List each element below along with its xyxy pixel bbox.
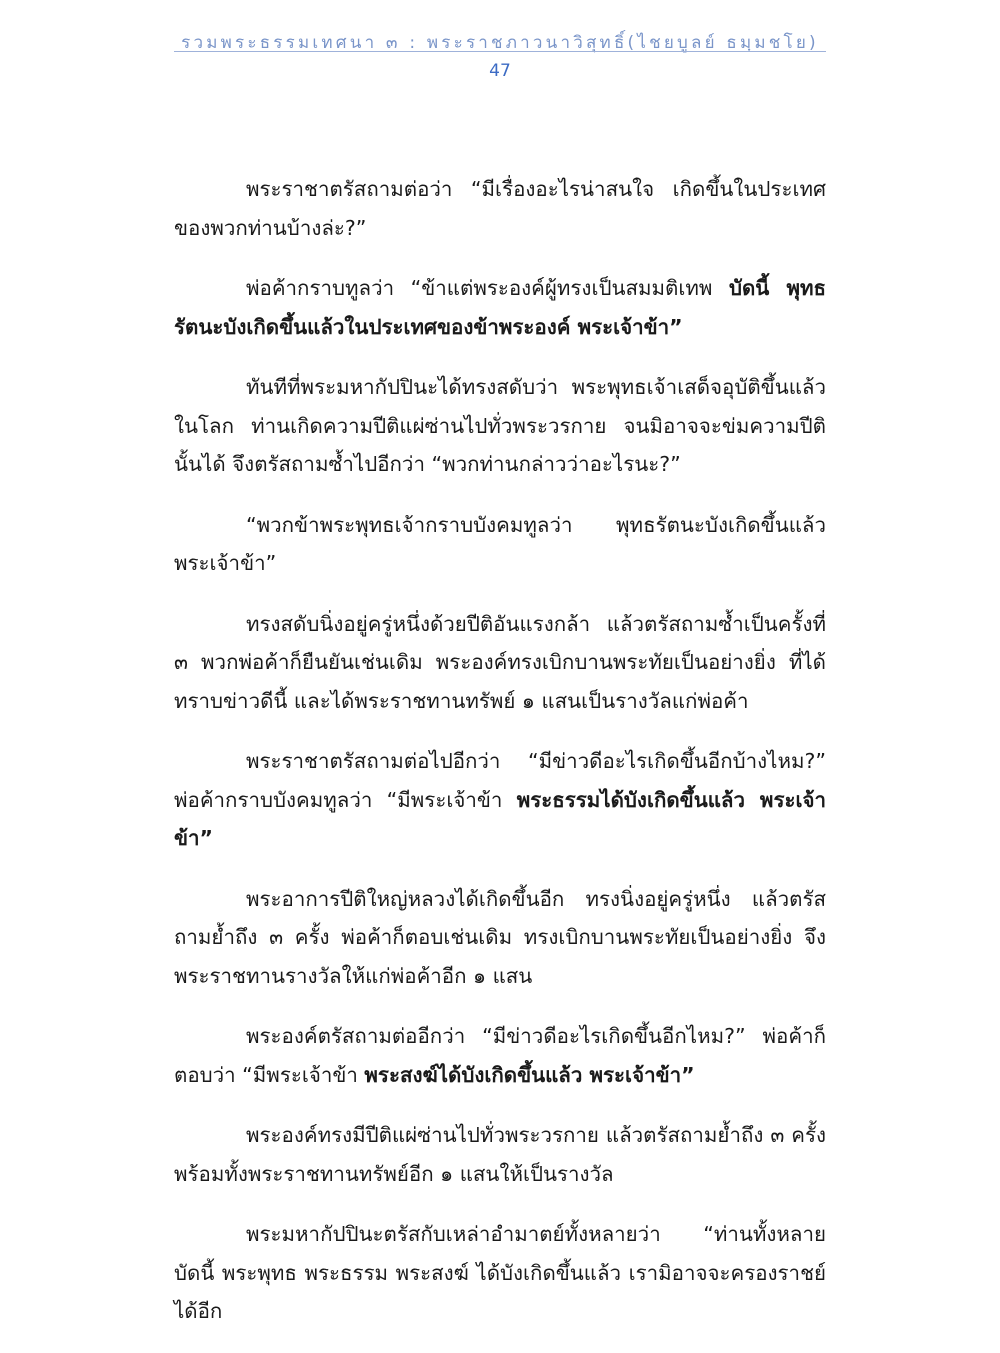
bold-text-segment: พระสงฆ์ได้บังเกิดขึ้นแล้ว พระเจ้าข้า” xyxy=(364,1062,695,1087)
paragraph xyxy=(174,269,826,346)
bold-text-segment: พระธรรมได้บังเกิดขึ้นแล้ว พระเจ้าข้า” xyxy=(174,787,826,850)
body-text xyxy=(174,170,826,1353)
paragraph xyxy=(174,1116,826,1193)
text-segment: พระองค์ทรงมีปีติแผ่ซ่านไปทั่วพระวรกาย แล้วตรัสถามย้ำถึง ๓ ครั้ง พร้อมทั้งพระราชทานทรัพย์อีก ๑ แสนให้เป็นรางวัล xyxy=(174,1123,826,1186)
text-segment: พระอาการปีติใหญ่หลวงได้เกิดขึ้นอีก ทรงนิ่งอยู่ครู่หนึ่ง แล้วตรัสถามย้ำถึง ๓ ครั้ง พ่อค้าก็ตอบเช่นเดิม ทรงเบิกบานพระทัยเป็นอย่างยิ่ง จึงพระราชทานรางวัลให้แก่พ่อค้าอีก ๑ แสน xyxy=(174,886,826,988)
text-segment: พระราชาตรัสถามต่อว่า “มีเรื่องอะไรน่าสนใจ เกิดขึ้นในประเทศของพวกท่านบ้างล่ะ?” xyxy=(174,177,826,240)
paragraph xyxy=(174,1017,826,1094)
text-segment: พระองค์ตรัสถามต่ออีกว่า “มีข่าวดีอะไรเกิดขึ้นอีกไหม?” พ่อค้าก็ตอบว่า “มีพระเจ้าข้า xyxy=(174,1024,826,1087)
paragraph xyxy=(174,1215,826,1331)
text-segment: ทรงสดับนิ่งอยู่ครู่หนึ่งด้วยปีติอันแรงกล้า แล้วตรัสถามซ้ำเป็นครั้งที่ ๓ พวกพ่อค้าก็ยืนยันเช่นเดิม พระองค์ทรงเบิกบานพระทัยเป็นอย่างยิ่ง ที่ได้ทราบข่าวดีนี้ และได้พระราชทานทรัพย์ ๑ แสนเป็นรางวัลแก่พ่อค้า xyxy=(174,611,826,713)
paragraph xyxy=(174,605,826,721)
text-segment: “พวกข้าพระพุทธเจ้ากราบบังคมทูลว่า พุทธรัตนะบังเกิดขึ้นแล้วพระเจ้าข้า” xyxy=(174,512,826,575)
bold-text-segment: บัดนี้ พุทธรัตนะบังเกิดขึ้นแล้วในประเทศของข้าพระองค์ พระเจ้าข้า” xyxy=(174,276,826,339)
text-segment: พระมหากัปปินะตรัสกับเหล่าอำมาตย์ทั้งหลายว่า “ท่านทั้งหลาย บัดนี้ พระพุทธ พระธรรม พระสงฆ์ ได้บังเกิดขึ้นแล้ว เรามิอาจจะครองราชย์ได้อีก xyxy=(174,1222,826,1323)
paragraph xyxy=(174,880,826,996)
paragraph xyxy=(174,368,826,484)
text-segment: พ่อค้ากราบทูลว่า “ข้าแต่พระองค์ผู้ทรงเป็นสมมติเทพ xyxy=(246,276,729,300)
text-segment: ทันทีที่พระมหากัปปินะได้ทรงสดับว่า พระพุทธเจ้าเสด็จอุบัติขึ้นแล้วในโลก ท่านเกิดความปีติแผ่ซ่านไปทั่วพระวรกาย จนมิอาจจะข่มความปีตินั้นได้ จึงตรัสถามซ้ำไปอีกว่า “พวกท่านกล่าวว่าอะไรนะ?” xyxy=(174,375,826,476)
paragraph xyxy=(174,170,826,247)
text-segment: พระราชาตรัสถามต่อไปอีกว่า “มีข่าวดีอะไรเกิดขึ้นอีกบ้างไหม?” พ่อค้ากราบบังคมทูลว่า “มีพระเจ้าข้า xyxy=(174,749,826,812)
paragraph xyxy=(174,506,826,583)
header-rule xyxy=(174,51,826,52)
paragraph xyxy=(174,742,826,858)
page-number: 47 xyxy=(489,61,511,81)
running-header: รวมพระธรรมเทศนา ๓ : พระราชภาวนาวิสุทธิ์(ไชยบูลย์ ธมฺมชโย) xyxy=(181,33,819,53)
